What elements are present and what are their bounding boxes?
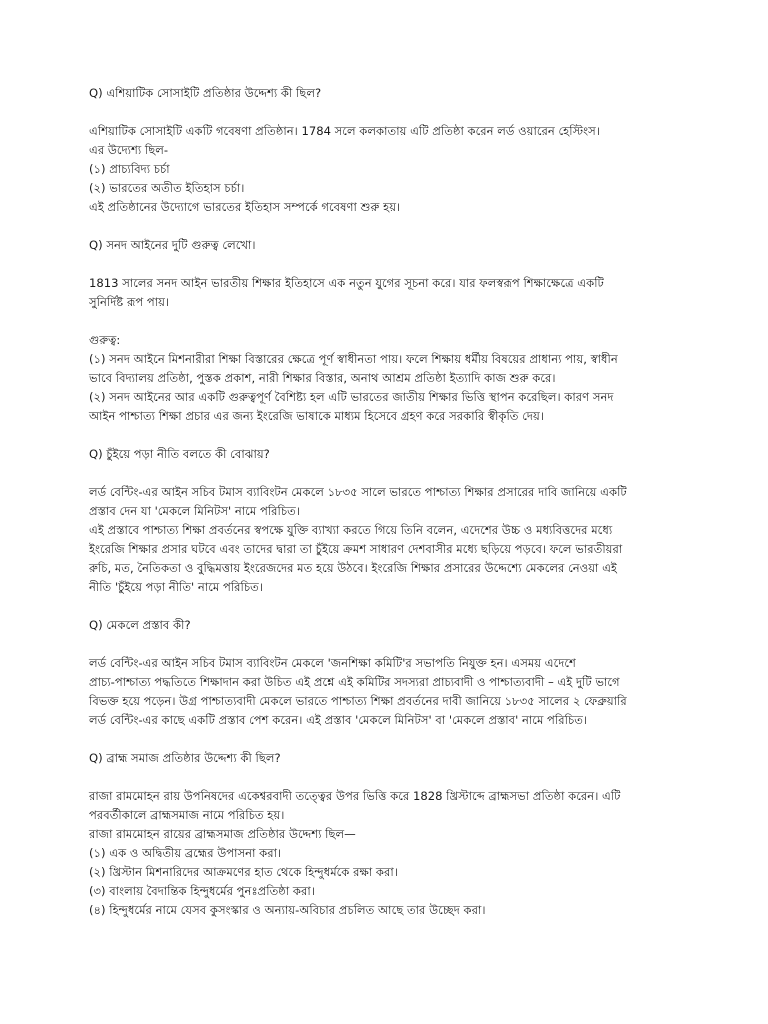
answer-line: আইন পাশ্চাত্য শিক্ষা প্রচার এর জন্য ইংরেজি ভাষাকে মাধ্যম হিসেবে গ্রহণ করে সরকারি স্বীকৃতি দেয়। (89, 409, 544, 423)
answer-line: সুনির্দিষ্ট রূপ পায়। (89, 295, 170, 309)
answer-line: (১) এক ও অদ্বিতীয় ব্রহ্মের উপাসনা করা। (89, 846, 282, 860)
section-gap (89, 730, 749, 749)
answer-line: প্রস্তাব দেন যা 'মেকলে মিনিটস' নামে পরিচিত। (89, 504, 300, 518)
answer-line: এই প্রস্তাবে পাশ্চাত্য শিক্ষা প্রবর্তনের স্বপক্ষে যুক্তি ব্যাখ্যা করতে গিয়ে তিনি বলেন, এদেশের উচ্চ ও মধ্যবিত্তদের মধ্যে (89, 523, 613, 537)
answer-line: (৩) বাংলায় বৈদান্তিক হিন্দুধর্মের পুনঃপ্রতিষ্ঠা করা। (89, 884, 315, 898)
paragraph-gap (89, 103, 749, 122)
question-heading: Q) চুঁইয়ে পড়া নীতি বলতে কী বোঝায়? (89, 447, 270, 461)
question-heading: Q) এশিয়াটিক সোসাইটি প্রতিষ্ঠার উদ্দেশ্য কী ছিল? (89, 86, 322, 100)
answer-line: এই প্রতিষ্ঠানের উদ্যোগে ভারতের ইতিহাস সম্পর্কে গবেষণা শুরু হয়। (89, 200, 401, 214)
answer-line: ইংরেজি শিক্ষার প্রসার ঘটবে এবং তাদের দ্বারা তা চুঁইয়ে ক্রমশ সাধারণ দেশবাসীর মধ্যে ছড়িয়ে পড়বে। ফলে ভারতীয়রা (89, 542, 623, 556)
qa-section (89, 749, 749, 920)
answer-line: রাজা রামমোহন রায় উপনিষদের একেশ্বরবাদী তত্ত্বের উপর ভিত্তি করে 1828 খ্রিস্টাব্দে ব্রাহ্মসভা প্রতিষ্ঠা করেন। এটি (89, 789, 621, 803)
answer-line: (২) সনদ আইনের আর একটি গুরুত্বপূর্ণ বৈশিষ্ট্য হল এটি ভারতের জাতীয় শিক্ষার ভিত্তি স্থাপন করেছিল। কারণ সনদ (89, 390, 614, 404)
answer-line: নীতি 'চুঁইয়ে পড়া নীতি' নামে পরিচিত। (89, 580, 263, 594)
answer-line: (২) খ্রিস্টান মিশনারিদের আক্রমণের হাত থেকে হিন্দুধর্মকে রক্ষা করা। (89, 865, 398, 879)
answer-paragraph (89, 274, 749, 312)
answer-line: পরবর্তীকালে ব্রাহ্মসমাজ নামে পরিচিত হয়। (89, 808, 285, 822)
section-gap (89, 217, 749, 236)
question-heading: Q) সনদ আইনের দুটি গুরুত্ব লেখো। (89, 238, 256, 252)
answer-line: লর্ড বেন্টিং-এর আইন সচিব টমাস ব্যাবিংটন মেকলে ১৮৩৫ সালে ভারতে পাশ্চাত্য শিক্ষার প্রসারের দাবি জানিয়ে একটি (89, 485, 627, 499)
paragraph-gap (89, 312, 749, 331)
qa-section (89, 236, 749, 445)
answer-paragraph (89, 122, 749, 217)
answer-line: 1813 সালের সনদ আইন ভারতীয় শিক্ষার ইতিহাসে এক নতুন যুগের সূচনা করে। যার ফলস্বরূপ শিক্ষাক্ষেত্রে একটি (89, 276, 604, 290)
answer-line: প্রাচ্য-পাশ্চাত্য পদ্ধতিতে শিক্ষাদান করা উচিত এই প্রশ্নে এই কমিটির সদস্যরা প্রাচ্যবাদী ও পাশ্চাত্যবাদী – এই দুটি ভাগে (89, 675, 620, 689)
paragraph-gap (89, 464, 749, 483)
answer-paragraph (89, 483, 749, 597)
answer-line: বিভক্ত হয়ে পড়েন। উগ্র পাশ্চাত্যবাদী মেকলে ভারতে পাশ্চাত্য শিক্ষা প্রবর্তনের দাবী জানিয়ে ১৮৩৫ সালের ২ ফেব্রুয়ারি (89, 694, 627, 708)
answer-line: (১) প্রাচ্যবিদ্য চর্চা (89, 162, 170, 176)
answer-line: (১) সনদ আইনে মিশনারীরা শিক্ষা বিস্তারের ক্ষেত্রে পূর্ণ স্বাধীনতা পায়। ফলে শিক্ষায় ধর্মীয় বিষয়ের প্রাধান্য পায়, স্বাধীন (89, 352, 618, 366)
answer-line: গুরুত্ব: (89, 333, 121, 347)
answer-paragraph (89, 787, 749, 920)
answer-line: (২) ভারতের অতীত ইতিহাস চর্চা। (89, 181, 245, 195)
answer-paragraph (89, 654, 749, 730)
answer-line: লর্ড বেন্টিং-এর কাছে একটি প্রস্তাব পেশ করেন। এই প্রস্তাব 'মেকলে মিনিটস' বা 'মেকলে প্রস্তাব' নামে পরিচিত। (89, 713, 588, 727)
qa-section (89, 616, 749, 749)
qa-section (89, 445, 749, 616)
answer-line: রাজা রামমোহন রায়ের ব্রাহ্মসমাজ প্রতিষ্ঠার উদ্দেশ্য ছিল— (89, 827, 356, 841)
answer-line: এর উদ্যেশ্য ছিল- (89, 143, 169, 157)
answer-paragraph (89, 331, 749, 426)
paragraph-gap (89, 635, 749, 654)
answer-line: এশিয়াটিক সোসাইটি একটি গবেষণা প্রতিষ্ঠান। 1784 সলে কলকাতায় এটি প্রতিষ্ঠা করেন লর্ড ওয়ারেন হেস্টিংস। (89, 124, 600, 138)
answer-line: ভাবে বিদ্যালয় প্রতিষ্ঠা, পুস্তক প্রকাশ, নারী শিক্ষার বিস্তার, অনাথ আশ্রম প্রতিষ্ঠা ইত্যাদি কাজ শুরু করে। (89, 371, 556, 385)
document-page (89, 84, 749, 920)
section-gap (89, 597, 749, 616)
section-gap (89, 426, 749, 445)
answer-line: (৪) হিন্দুধর্মের নামে যেসব কুসংস্কার ও অন্যায়-অবিচার প্রচলিত আছে তার উচ্ছেদ করা। (89, 903, 486, 917)
question-heading: Q) মেকলে প্রস্তাব কী? (89, 618, 191, 632)
answer-line: লর্ড বেন্টিং-এর আইন সচিব টমাস ব্যাবিংটন মেকলে 'জনশিক্ষা কমিটি'র সভাপতি নিযুক্ত হন। এসময় এদেশে (89, 656, 576, 670)
answer-line: রুচি, মত, নৈতিকতা ও বুদ্ধিমত্তায় ইংরেজদের মত হয়ে উঠবে। ইংরেজি শিক্ষার প্রসারের উদ্দেশ্যে মেকলের নেওয়া এই (89, 561, 617, 575)
question-heading: Q) ব্রাহ্ম সমাজ প্রতিষ্ঠার উদ্দেশ্য কী ছিল? (89, 751, 281, 765)
paragraph-gap (89, 768, 749, 787)
qa-section (89, 84, 749, 236)
paragraph-gap (89, 255, 749, 274)
